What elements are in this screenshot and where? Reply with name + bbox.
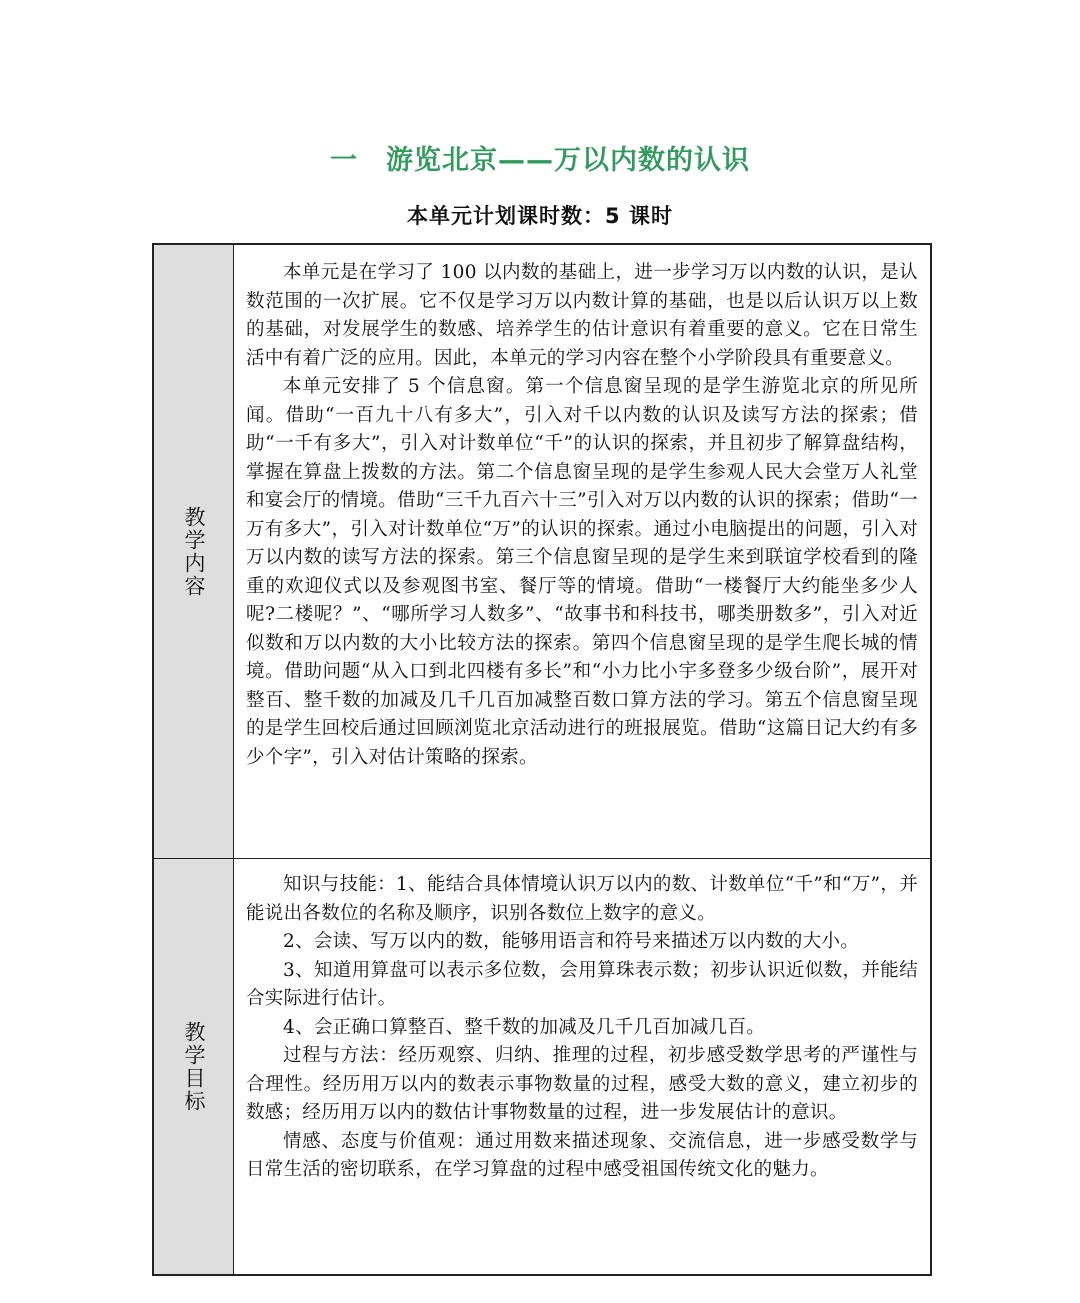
- goal-paragraph: 过程与方法：经历观察、归纳、推理的过程，初步感受数学思考的严谨性与合理性。经历用万以内的数表示事物数量的过程，感受大数的意义，建立初步的数感；经历用万以内的数估计事物数量的过程，进一步发展估计的意识。: [246, 1045, 918, 1123]
- teaching-goals-cell: [234, 859, 930, 1274]
- teaching-content-cell: [234, 245, 930, 858]
- unit-title-text: 游览北京——万以内数的认识: [386, 145, 750, 176]
- goal-paragraph: 知识与技能：1、能结合具体情境认识万以内的数、计数单位“千”和“万”，并能说出各数位的名称及顺序，识别各数位上数字的意义。: [246, 874, 918, 924]
- goal-paragraph: 2、会读、写万以内的数，能够用语言和符号来描述万以内数的大小。: [283, 931, 860, 952]
- goal-paragraph: 情感、态度与价值观：通过用数来描述现象、交流信息，进一步感受数学与日常生活的密切联系，在学习算盘的过程中感受祖国传统文化的魅力。: [246, 1130, 918, 1180]
- lesson-hours: 本单元计划课时数：5 课时: [407, 204, 673, 228]
- unit-plan-table: [152, 243, 932, 1276]
- content-paragraph: 本单元安排了 5 个信息窗。第一个信息窗呈现的是学生游览北京的所见所闻。借助“一百九十八有多大”，引入对千以内数的认识及读写方法的探索；借助“一千有多大”，引入对计数单位“千”的认识的探索，并且初步了解算盘结构，掌握在算盘上拨数的方法。第二个信息窗呈现的是学生参观人民大会堂万人礼堂和宴会厅的情境。借助“三千九百六十三”引入对万以内数的认识的探索；借助“一万有多大”，引入对计数单位“万”的认识的探索。通过小电脑提出的问题，引入对万以内数的读写方法的探索。第三个信息窗呈现的是学生来到联谊学校看到的隆重的欢迎仪式以及参观图书室、餐厅等的情境。借助“一楼餐厅大约能坐多少人呢?二楼呢？”、“哪所学习人数多”、“故事书和科技书，哪类册数多”，引入对近似数和万以内数的大小比较方法的探索。第四个信息窗呈现的是学生爬长城的情境。借助问题“从入口到北四楼有多长”和“小力比小宇多登多少级台阶”，展开对整百、整千数的加减及几千几百加减整百数口算方法的学习。第五个信息窗呈现的是学生回校后通过回顾浏览北京活动进行的班报展览。借助“这篇日记大约有多少个字”，引入对估计策略的探索。: [246, 376, 918, 768]
- row-label-teaching-content: 教学内容: [182, 505, 206, 598]
- table-row-teaching-goals: [154, 859, 930, 1274]
- content-paragraph: 本单元是在学习了 100 以内数的基础上，进一步学习万以内数的认识，是认数范围的一次扩展。它不仅是学习万以内数计算的基础，也是以后认识万以上数的基础，对发展学生的数感、培养学生的估计意识有着重要的意义。它在日常生活中有着广泛的应用。因此，本单元的学习内容在整个小学阶段具有重要意义。: [246, 262, 918, 369]
- goal-paragraph: 3、知道用算盘可以表示多位数，会用算珠表示数；初步认识近似数，并能结合实际进行估计。: [246, 959, 918, 1009]
- row-label-cell: [154, 859, 234, 1274]
- unit-title: [0, 138, 1080, 177]
- goal-paragraph: 4、会正确口算整百、整千数的加减及几千几百加减几百。: [283, 1016, 766, 1038]
- unit-number: 一: [330, 145, 358, 176]
- table-row-teaching-content: [154, 245, 930, 859]
- row-label-cell: [154, 245, 234, 858]
- row-label-teaching-goals: 教学目标: [182, 1020, 206, 1113]
